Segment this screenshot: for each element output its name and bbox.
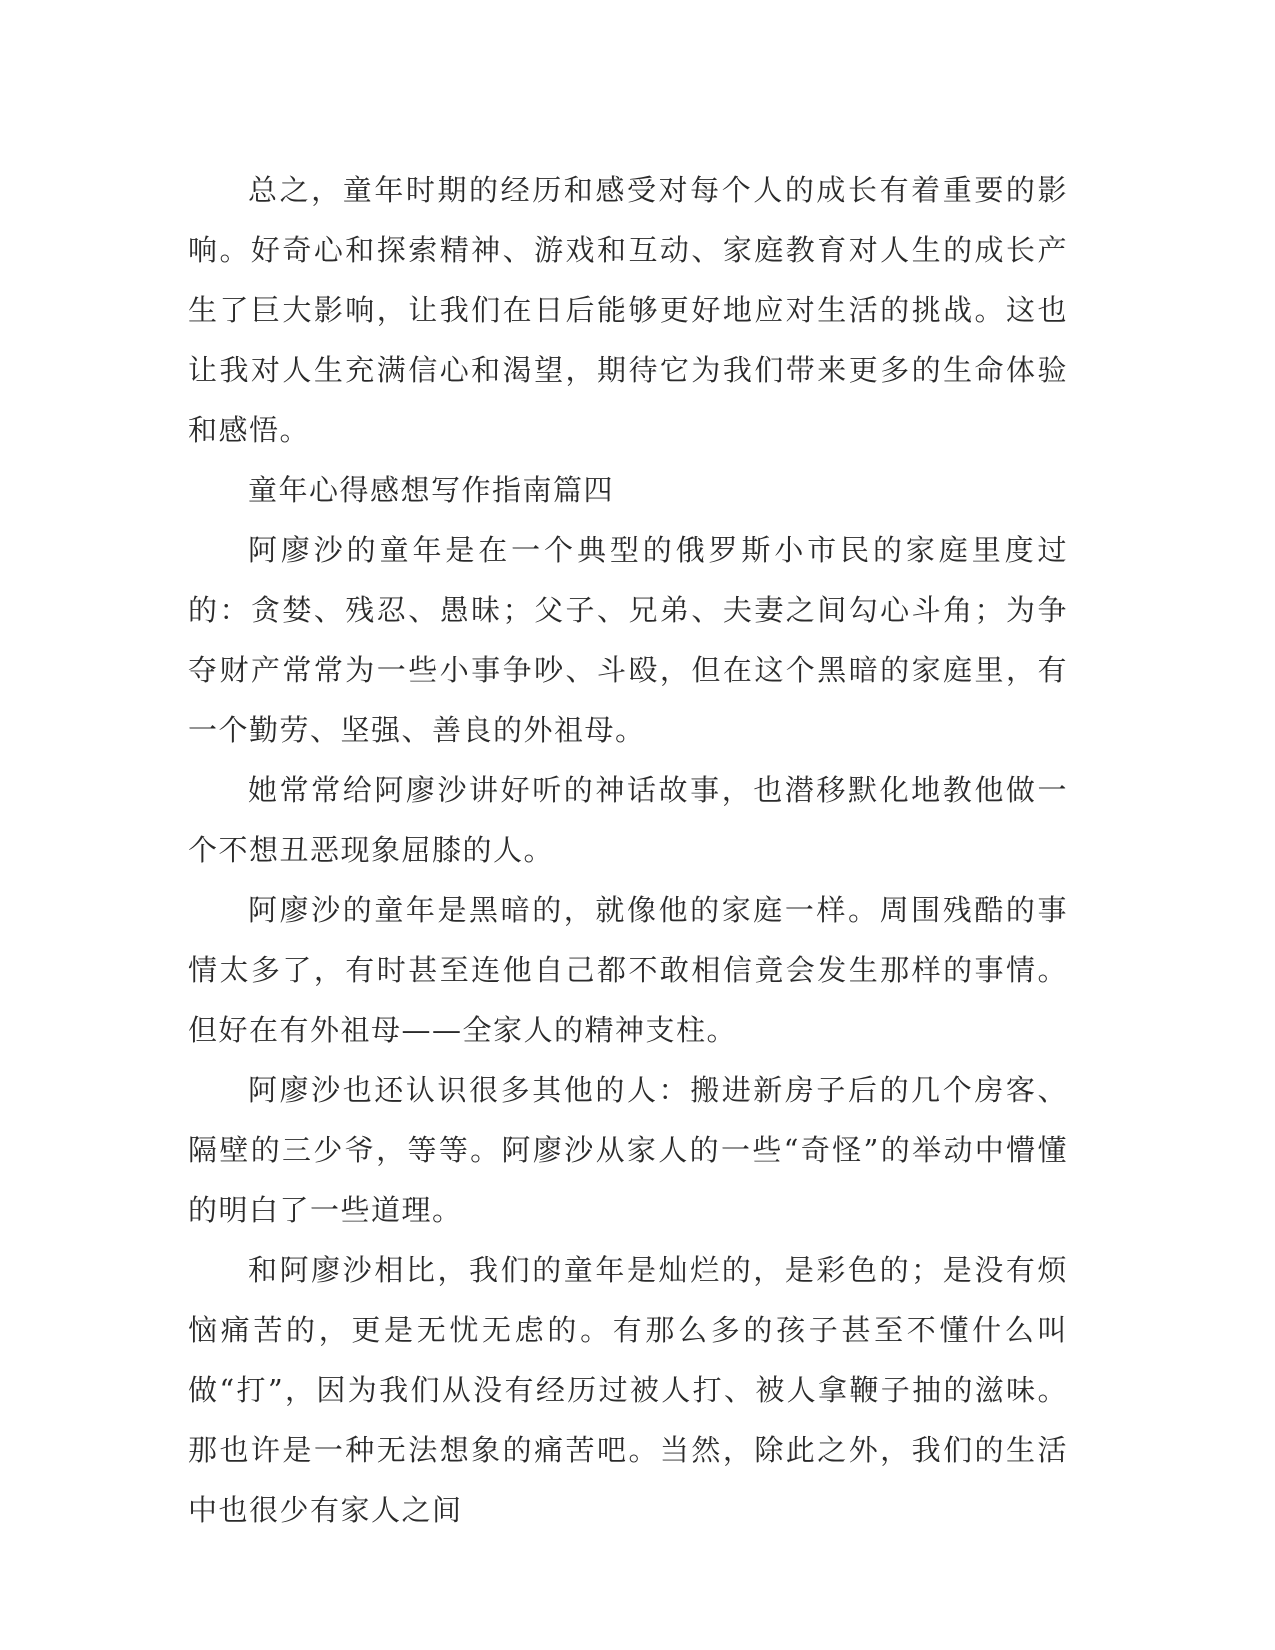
paragraph-conclusion: 总之，童年时期的经历和感受对每个人的成长有着重要的影响。好奇心和探索精神、游戏和互动、家庭教育对人生的成长产生了巨大影响，让我们在日后能够更好地应对生活的挑战。这也让我对人生充满信心和渴望，期待它为我们带来更多的生命体验和感悟。: [188, 173, 1068, 447]
paragraph-other-people: 阿廖沙也还认识很多其他的人：搬进新房子后的几个房客、隔壁的三少爷，等等。阿廖沙从家人的一些“奇怪”的举动中懵懂的明白了一些道理。: [188, 1073, 1068, 1227]
paragraph-grandmother: 她常常给阿廖沙讲好听的神话故事，也潜移默化地教他做一个不想丑恶现象屈膝的人。: [188, 773, 1068, 867]
paragraph-family: 阿廖沙的童年是在一个典型的俄罗斯小市民的家庭里度过的：贪婪、残忍、愚昧；父子、兄弟、夫妻之间勾心斗角；为争夺财产常常为一些小事争吵、斗殴，但在这个黑暗的家庭里，有一个勤劳、坚强、善良的外祖母。: [188, 533, 1068, 747]
paragraph-comparison: 和阿廖沙相比，我们的童年是灿烂的，是彩色的；是没有烦恼痛苦的，更是无忧无虑的。有那么多的孩子甚至不懂什么叫做“打”，因为我们从没有经历过被人打、被人拿鞭子抽的滋味。那也许是一种无法想象的痛苦吧。当然，除此之外，我们的生活中也很少有家人之间: [188, 1253, 1068, 1527]
paragraph-dark-childhood: 阿廖沙的童年是黑暗的，就像他的家庭一样。周围残酷的事情太多了，有时甚至连他自己都不敢相信竟会发生那样的事情。但好在有外祖母——全家人的精神支柱。: [188, 893, 1068, 1047]
document-body: [188, 160, 1068, 1540]
section-heading: 童年心得感想写作指南篇四: [248, 473, 615, 507]
